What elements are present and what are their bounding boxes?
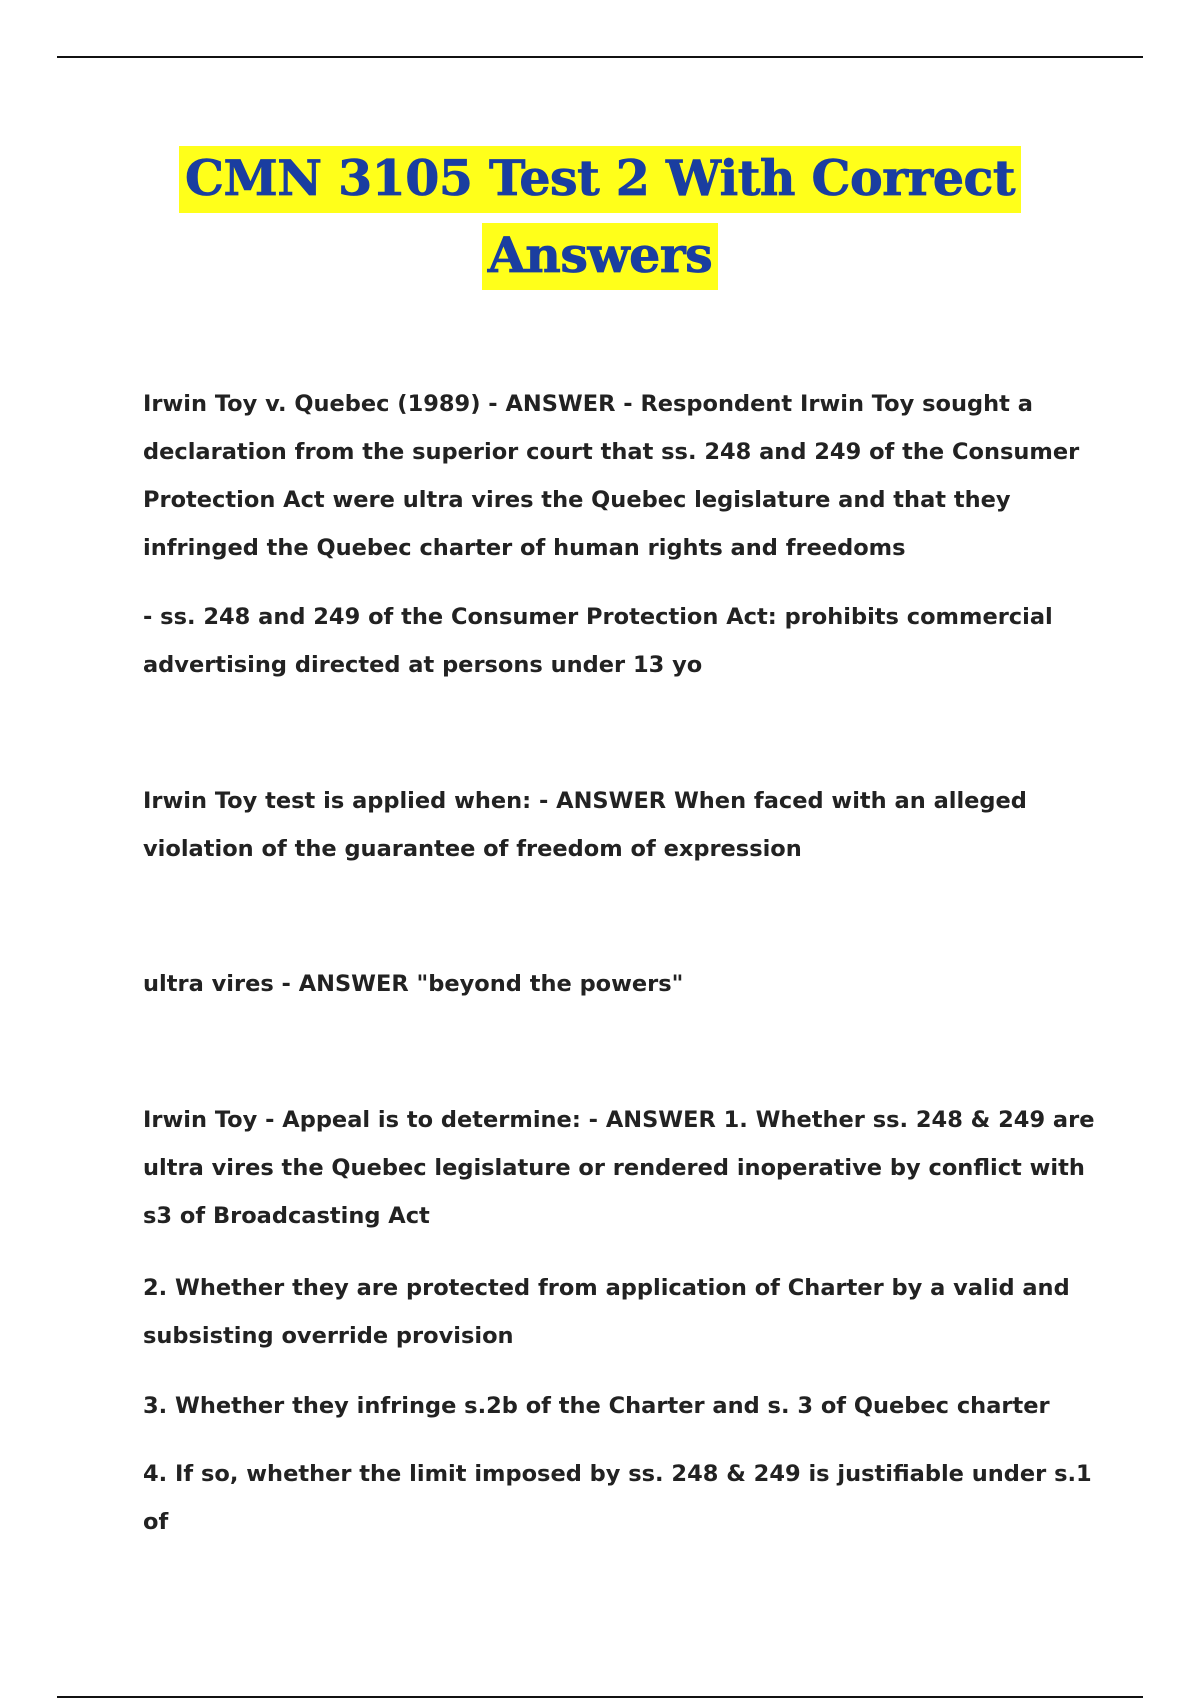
qa-appeal-point-4: 4. If so, whether the limit imposed by ss. 248 & 249 is justifiable under s.1 of: [143, 1461, 1092, 1535]
qa-appeal-point-2: 2. Whether they are protected from application of Charter by a valid and subsisting override provision: [143, 1275, 1070, 1349]
qa-irwin-toy-v-quebec: Irwin Toy v. Quebec (1989) - ANSWER - Respondent Irwin Toy sought a declaration from the superior court that ss. 248 and 249 of the Consumer Protection Act were ultra vires the Quebec legislature and that they infringed the Quebec charter of human rights and freedoms: [143, 391, 1080, 561]
top-rule: [57, 56, 1143, 58]
title-line-1: CMN 3105 Test 2 With Correct: [179, 146, 1021, 213]
qa-irwin-toy-v-quebec-note: - ss. 248 and 249 of the Consumer Protection Act: prohibits commercial advertising directed at persons under 13 yo: [143, 604, 1053, 678]
bottom-rule: [57, 1696, 1143, 1698]
title-line-2: Answers: [482, 223, 719, 290]
qa-irwin-toy-test-applied: Irwin Toy test is applied when: - ANSWER When faced with an alleged violation of the guarantee of freedom of expression: [143, 788, 1027, 862]
document-title: [0, 140, 1200, 294]
qa-appeal-point-3: 3. Whether they infringe s.2b of the Charter and s. 3 of Quebec charter: [143, 1393, 1050, 1419]
qa-ultra-vires: ultra vires - ANSWER "beyond the powers": [143, 971, 684, 997]
qa-appeal-determine: Irwin Toy - Appeal is to determine: - ANSWER 1. Whether ss. 248 & 249 are ultra vires the Quebec legislature or rendered inoperative by conflict with s3 of Broadcasting Act: [143, 1107, 1095, 1229]
